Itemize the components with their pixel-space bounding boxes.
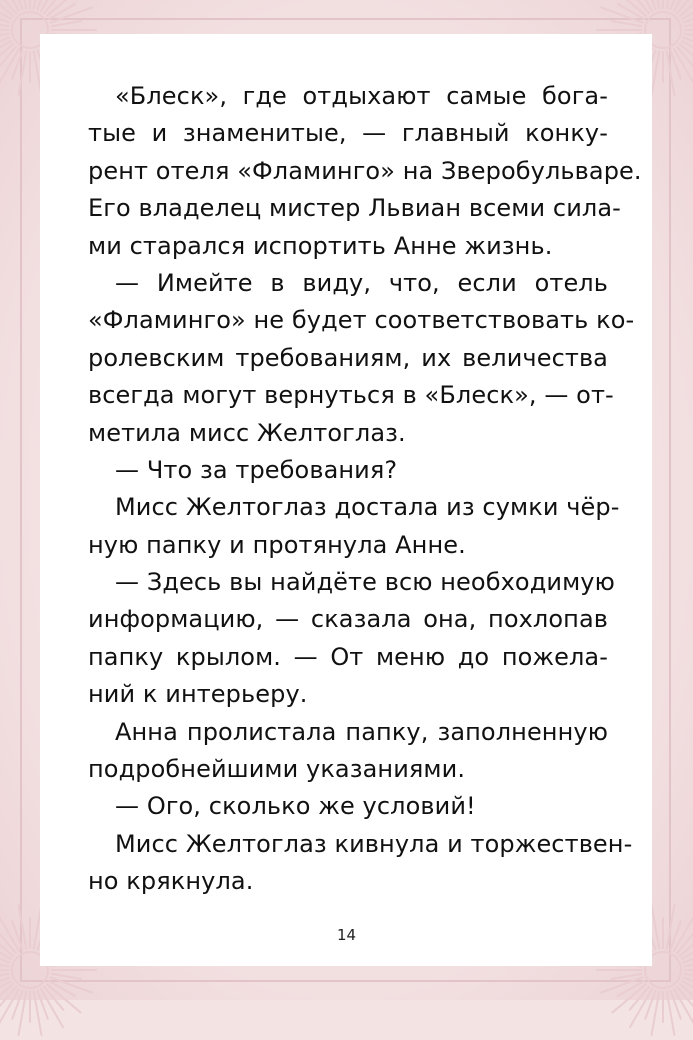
text-line: ний к интерьеру. — [88, 680, 308, 709]
text-line: ролевским требованиям, их величества — [88, 343, 608, 372]
text-line: Мисс Желтоглаз достала из сумки чёр- — [115, 493, 620, 522]
text-line: подробнейшими указаниями. — [88, 755, 466, 784]
text-line: — Что за требования? — [115, 455, 398, 484]
text-line: всегда могут вернуться в «Блеск», — от- — [88, 381, 614, 410]
text-line: — Имейте в виду, что, если отель — [115, 268, 608, 297]
paragraph — [88, 826, 633, 901]
paragraph — [88, 714, 608, 789]
text-line: — Ого, сколько же условий! — [115, 792, 476, 821]
body-text — [88, 78, 642, 901]
text-line: «Блеск», где отдыхают самые бога- — [115, 82, 608, 110]
paragraph — [88, 78, 642, 265]
text-line: Мисс Желтоглаз кивнула и торжествен- — [115, 829, 633, 858]
text-line: Его владелец мистер Львиан всеми сила- — [88, 194, 621, 223]
text-line: — Здесь вы найдёте всю необходимую — [115, 568, 615, 597]
text-line: ную папку и протянула Анне. — [88, 530, 466, 559]
text-line: метила мисс Желтоглаз. — [88, 418, 406, 447]
paragraph — [88, 489, 620, 564]
text-line: рент отеля «Фламинго» на Зверобульваре. — [88, 156, 642, 185]
text-line: ми старался испортить Анне жизнь. — [88, 231, 553, 260]
paragraph — [88, 788, 608, 825]
text-line: «Фламинго» не будет соответствовать ко- — [88, 306, 635, 335]
text-line: но крякнула. — [88, 867, 254, 896]
text-line: папку крылом. — От меню до пожела- — [88, 642, 608, 671]
text-line: тые и знаменитые, — главный конку- — [88, 119, 608, 148]
paragraph — [88, 452, 608, 489]
text-line: информацию, — сказала она, похлопав — [88, 605, 608, 634]
page-number: 14 — [336, 926, 357, 944]
paragraph — [88, 564, 615, 714]
text-line: Анна пролистала папку, заполненную — [115, 717, 608, 746]
paragraph — [88, 265, 635, 452]
